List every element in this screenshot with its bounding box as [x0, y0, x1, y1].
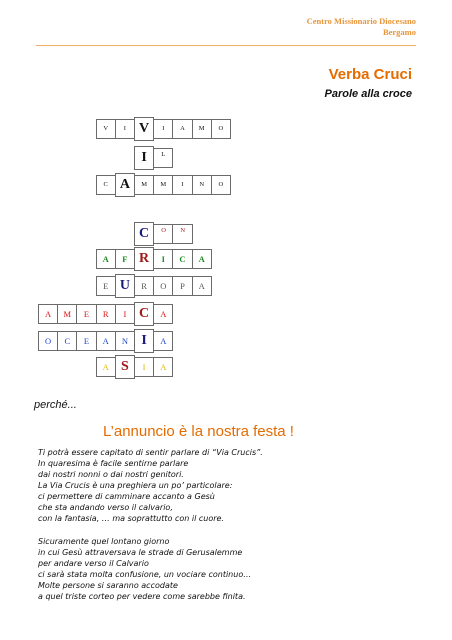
crossword-key-cell	[134, 247, 154, 271]
crossword-cell	[96, 175, 116, 195]
crossword-letter: A	[198, 253, 205, 264]
paragraph-line: In quaresima è facile sentirne parlare	[38, 459, 189, 468]
crossword-cell	[134, 276, 154, 296]
crossword-cell	[172, 249, 192, 269]
crossword-letter: A	[45, 308, 52, 319]
crossword-letter: R	[102, 308, 109, 319]
crossword-cell	[192, 276, 212, 296]
crossword-cell	[96, 276, 116, 296]
paragraph-line: ci sarà stata molta confusione, un vociare continuo…	[38, 570, 252, 579]
perche-text: perché...	[34, 399, 77, 411]
crossword-cell	[172, 224, 192, 244]
crossword-cell	[96, 331, 116, 351]
crossword-cell	[96, 119, 116, 139]
crossword-cell	[172, 276, 192, 296]
crossword-key-letter: A	[119, 177, 130, 192]
crossword-key-letter: S	[120, 359, 129, 374]
crossword-letter: A	[160, 308, 167, 319]
crossword-cell	[192, 175, 212, 195]
crossword-key-letter: C	[139, 306, 150, 321]
crossword-key-cell	[115, 173, 135, 197]
crossword-cell	[115, 249, 135, 269]
paragraph-line: Ti potrà essere capitato di sentir parlare di “Via Crucis”.	[38, 448, 263, 457]
crossword-letter: A	[198, 280, 205, 291]
crossword-letter: N	[121, 335, 128, 346]
crossword-cell	[76, 331, 96, 351]
crossword-cell	[134, 357, 154, 377]
crossword-cell	[153, 357, 173, 377]
crossword-cell	[172, 175, 192, 195]
crossword-letter: E	[83, 308, 90, 319]
crossword-letter: A	[180, 124, 185, 132]
crossword-letter: L	[161, 151, 166, 158]
headline: L’annuncio è la nostra festa !	[103, 423, 294, 440]
crossword-cell	[192, 249, 212, 269]
crossword-key-letter: U	[119, 278, 130, 293]
crossword-letter: A	[102, 253, 109, 264]
paragraph-line: dai nostri nonni o dai nostri genitori.	[38, 470, 184, 479]
crossword-letter: P	[180, 280, 185, 291]
crossword-key-cell	[134, 222, 154, 246]
paragraph-line: a quel triste corteo per vedere come sarebbe finita.	[38, 592, 246, 601]
crossword-cell	[153, 249, 173, 269]
crossword-key-cell	[134, 302, 154, 326]
crossword-key-letter: R	[139, 251, 150, 266]
crossword-cell	[57, 304, 77, 324]
crossword-cell	[153, 148, 173, 168]
paragraph-line: che sta andando verso il calvario,	[38, 503, 173, 512]
paragraph-2	[38, 536, 418, 602]
crossword-cell	[134, 175, 154, 195]
crossword-cell	[153, 304, 173, 324]
crossword-letter: I	[123, 124, 126, 132]
crossword-cell	[96, 357, 116, 377]
crossword-cell	[38, 331, 58, 351]
crossword-letter: O	[45, 335, 52, 346]
crossword-letter: M	[160, 180, 167, 188]
crossword-cell	[38, 304, 58, 324]
crossword-cell	[96, 249, 116, 269]
crossword-letter: O	[160, 280, 167, 291]
crossword-cell	[115, 119, 135, 139]
crossword-cell	[76, 304, 96, 324]
paragraph-line: per andare verso il Calvario	[38, 559, 149, 568]
paragraph-line: Molte persone si saranno accodate	[38, 581, 178, 590]
crossword-letter: M	[141, 180, 147, 188]
crossword-letter: I	[181, 180, 184, 188]
paragraph-line: con la fantasia, … ma soprattutto con il cuore.	[38, 514, 224, 523]
crossword-letter: A	[160, 335, 167, 346]
crossword-cell	[172, 119, 192, 139]
crossword-key-cell	[115, 274, 135, 298]
header-divider	[36, 45, 416, 46]
paragraph-1	[38, 447, 418, 524]
crossword-key-letter: I	[141, 150, 147, 165]
crossword-cell	[153, 331, 173, 351]
crossword-cell	[115, 304, 135, 324]
crossword-cell	[153, 119, 173, 139]
crossword-letter: E	[103, 280, 109, 291]
crossword-cell	[96, 304, 116, 324]
crossword-letter: M	[198, 124, 205, 132]
header-org	[307, 16, 416, 38]
crossword-letter: R	[141, 280, 147, 291]
crossword-cell	[57, 331, 77, 351]
paragraph-line: in cui Gesù attraversava le strade di Gerusalemme	[38, 548, 243, 557]
crossword-key-cell	[134, 146, 154, 170]
paragraph-line: ci permettere di camminare accanto a Gesù	[38, 492, 215, 501]
crossword-key-cell	[134, 329, 154, 353]
crossword-letter: C	[64, 335, 71, 346]
page-subtitle: Parole alla croce	[324, 88, 412, 100]
crossword-letter: N	[199, 180, 205, 188]
crossword-letter: A	[102, 335, 109, 346]
crossword-cell	[153, 276, 173, 296]
crossword-letter: N	[180, 227, 186, 234]
crossword-letter: M	[63, 308, 72, 319]
crossword-letter: O	[161, 227, 166, 234]
crossword-key-cell	[134, 117, 154, 141]
crossword-key-letter: I	[141, 333, 147, 348]
crossword-letter: C	[179, 253, 186, 264]
crossword-letter: F	[122, 253, 128, 264]
crossword-letter: O	[218, 124, 224, 132]
crossword-letter: I	[123, 308, 127, 319]
crossword-letter: I	[162, 124, 165, 132]
crossword-letter: I	[142, 361, 146, 372]
crossword-key-letter: C	[139, 226, 150, 241]
crossword-cell	[211, 175, 231, 195]
crossword-key-letter: V	[139, 121, 150, 136]
crossword-letter: I	[161, 253, 165, 264]
header-org-line2: Bergamo	[382, 27, 416, 37]
header-org-line1: Centro Missionario Diocesano	[306, 16, 416, 26]
paragraph-line: La Via Crucis è una preghiera un po’ particolare:	[38, 481, 233, 490]
crossword-letter: A	[160, 361, 167, 372]
crossword-letter: E	[83, 335, 90, 346]
crossword-key-cell	[115, 355, 135, 379]
crossword-cell	[153, 224, 173, 244]
crossword-letter: V	[103, 124, 109, 132]
crossword-cell	[211, 119, 231, 139]
page-title: Verba Cruci	[328, 66, 412, 83]
crossword-cell	[153, 175, 173, 195]
crossword-letter: O	[218, 180, 224, 188]
paragraph-line: Sicuramente quel lontano giorno	[38, 537, 170, 546]
crossword-letter: A	[102, 361, 109, 372]
crossword-cell	[115, 331, 135, 351]
crossword-letter: C	[103, 180, 108, 188]
crossword-cell	[192, 119, 212, 139]
